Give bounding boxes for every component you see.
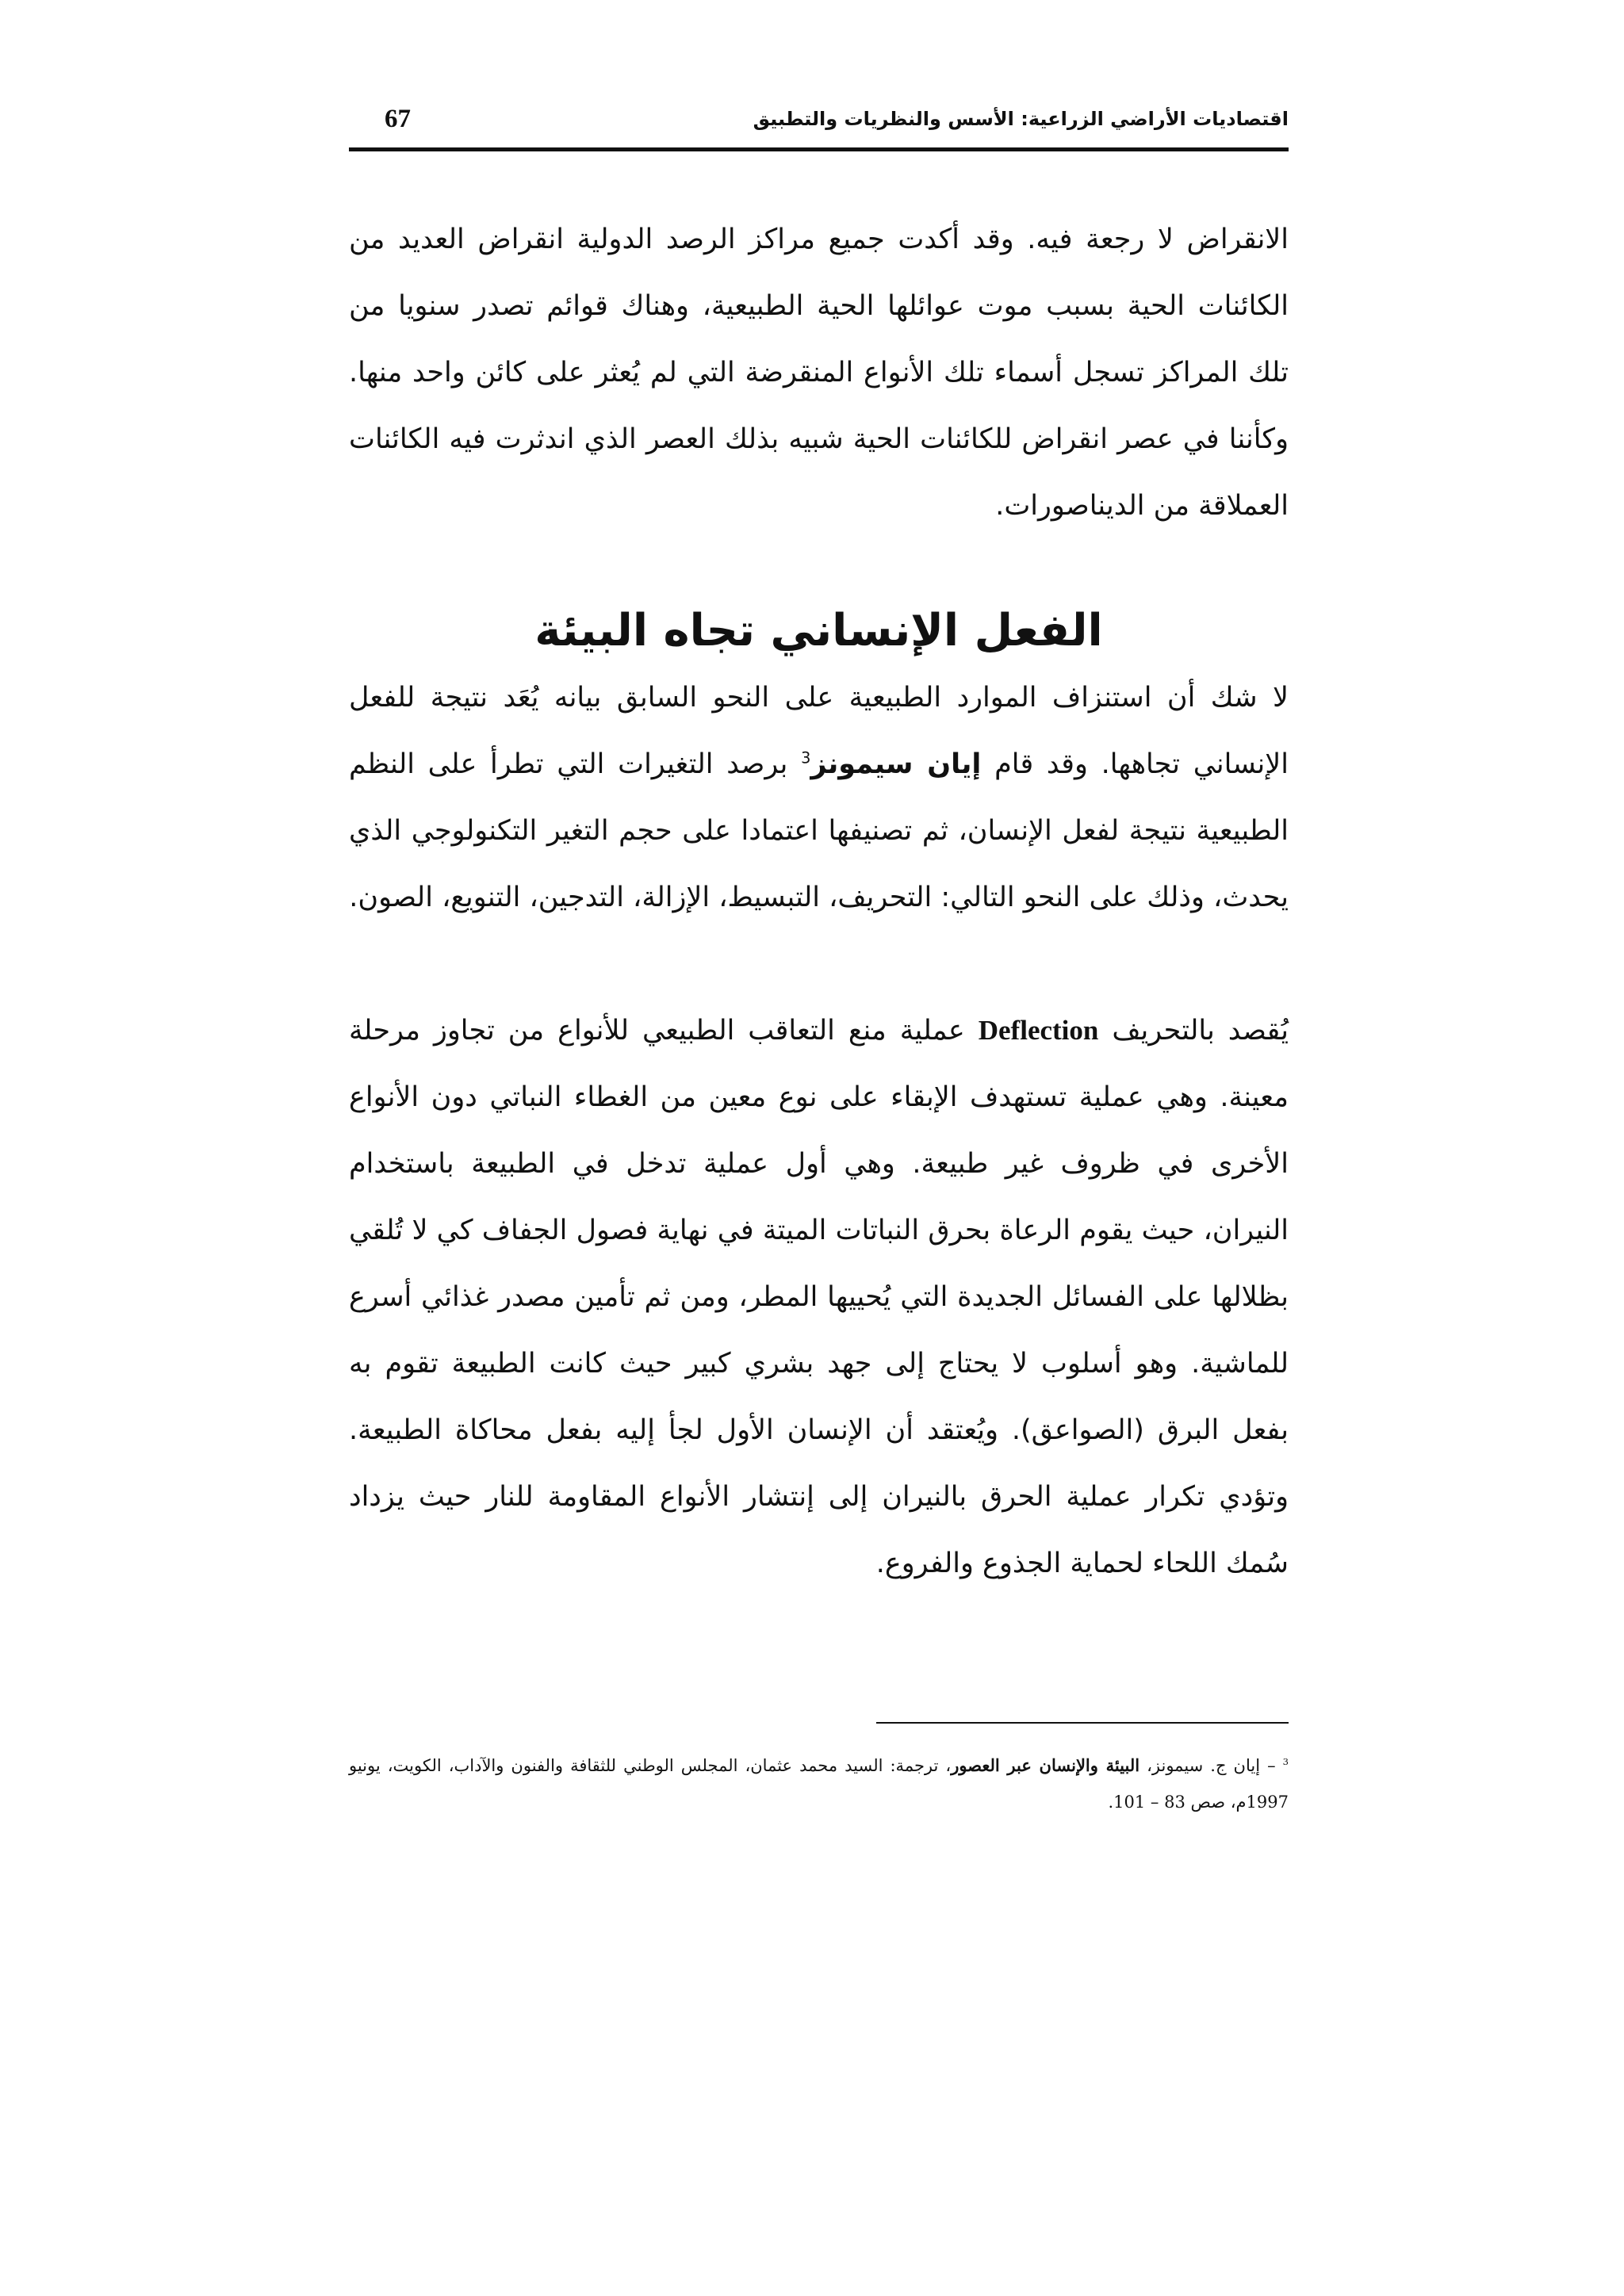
paragraph-text: برصد التغيرات التي تطرأ على النظم الطبيعية نتيجة لفعل الإنسان، ثم تصنيفها اعتمادا على حجم التغير التكنولوجي الذي يحدث، وذلك على النحو التالي: التحريف، التبسيط، الإزالة، التدجين، التنويع، الصون.: [349, 748, 1289, 913]
main-content: [349, 206, 1289, 1597]
footnote-reference[interactable]: 3: [801, 748, 811, 767]
footnote-divider: [876, 1722, 1289, 1724]
section-title: الفعل الإنساني تجاه البيئة: [534, 605, 1103, 656]
footnote-text: ، ترجمة: السيد محمد عثمان، المجلس الوطني للثقافة والفنون والآداب، الكويت، يونيو 1997م، صص 83 – 101.: [349, 1756, 1289, 1812]
paragraph-extinction: الانقراض لا رجعة فيه. وقد أكدت جميع مراكز الرصد الدولية انقراض العديد من الكائنات الحية بسبب موت عوائلها الحية الطبيعية، وهناك قوائم تصدر سنويا من تلك المراكز تسجل أسماء تلك الأنواع المنقرضة التي لم يُعثر على كائن واحد منها. وكأننا في عصر انقراض للكائنات الحية شبيه بذلك العصر الذي اندثرت فيه الكائنات العملاقة من الديناصورات.: [349, 224, 1289, 522]
author-name: إيان سيمونز: [810, 748, 982, 780]
document-page: [349, 0, 1289, 2296]
paragraph-deflection: [349, 997, 1289, 1597]
page-header: [349, 105, 1289, 151]
paragraph-text: لا شك أن استنزاف الموارد الطبيعية على النحو السابق بيانه يُعَد نتيجة للفعل الإنساني تجاهها. وقد قام: [349, 682, 1289, 780]
footnote-text: – إيان ج. سيمونز،: [1147, 1756, 1276, 1775]
paragraph-spacer: [349, 931, 1289, 997]
footnote-book-title: البيئة والإنسان عبر العصور: [951, 1755, 1140, 1775]
paragraph-text: عملية منع التعاقب الطبيعي للأنواع من تجاوز مرحلة معينة. وهي عملية تستهدف الإبقاء على نوع معين من الغطاء النباتي دون الأنواع الأخرى في ظروف غير طبيعة. وهي أول عملية تدخل في الطبيعة باستخدام النيران، حيث يقوم الرعاة بحرق النباتات الميتة في نهاية فصول الجفاف كي لا تُلقي بظلالها على الفسائل الجديدة التي يُحييها المطر، ومن ثم تأمين مصدر غذائي أسرع للماشية. وهو أسلوب لا يحتاج إلى جهد بشري كبير حيث كانت الطبيعة تقوم به بفعل البرق (الصواعق). ويُعتقد أن الإنسان الأول لجأ إليه بفعل محاكاة الطبيعة. وتؤدي تكرار عملية الحرق بالنيران إلى إنتشار الأنواع المقاومة للنار حيث يزداد سُمك اللحاء لحماية الجذوع والفروع.: [349, 1015, 1289, 1579]
footnote: [349, 1747, 1289, 1820]
running-title: اقتصاديات الأراضي الزراعية: الأسس والنظريات والتطبيق: [753, 108, 1289, 130]
page-number: 67: [385, 105, 411, 133]
english-term: Deflection: [978, 1015, 1099, 1046]
footnote-number: 3: [1282, 1756, 1289, 1767]
paragraph-text: يُقصد بالتحريف: [1112, 1015, 1289, 1047]
paragraph-human-action: [349, 664, 1289, 931]
header-divider: [349, 147, 1289, 151]
